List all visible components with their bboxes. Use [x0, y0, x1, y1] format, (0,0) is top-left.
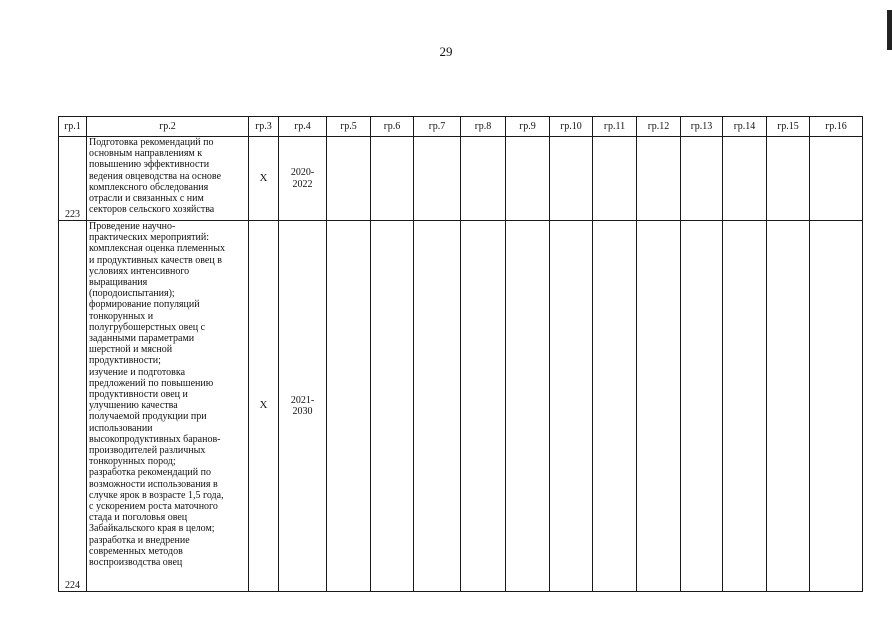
header-cell: гр.8 — [461, 117, 506, 137]
empty-cell — [810, 137, 863, 221]
header-cell: гр.1 — [59, 117, 87, 137]
empty-cell — [327, 221, 371, 592]
empty-cell — [550, 137, 593, 221]
empty-cell — [506, 221, 550, 592]
empty-cell — [461, 221, 506, 592]
scan-edge-mark — [887, 10, 892, 50]
row-number: 223 — [59, 137, 87, 221]
page-number: 29 — [439, 44, 453, 59]
header-cell: гр.2 — [87, 117, 249, 137]
empty-cell — [506, 137, 550, 221]
header-row — [59, 117, 863, 137]
header-cell: гр.7 — [414, 117, 461, 137]
row-period: 2021- 2030 — [279, 221, 327, 592]
empty-cell — [414, 137, 461, 221]
header-cell: гр.10 — [550, 117, 593, 137]
header-cell: гр.15 — [767, 117, 810, 137]
row-mark: Х — [249, 221, 279, 592]
header-cell: гр.4 — [279, 117, 327, 137]
row-description: Подготовка рекомендаций по основным направлениям к повышению эффективности ведения овцеводства на основе комплексного обследования отрасли и связанных с ним секторов сельского хозяйства — [87, 137, 249, 221]
empty-cell — [723, 137, 767, 221]
row-description: Проведение научно- практических мероприятий: комплексная оценка племенных и продуктивных качеств овец в условиях интенсивного выращивания (породоиспытания); формирование популяций тонкорунных и полугрубошерстных овец с заданными параметрами шерстной и мясной продуктивности; изучение и подготовка предложений по повышению продуктивности овец и улучшению качества получаемой продукции при использовании высокопродуктивных баранов- производителей различных тонкорунных пород; разработка рекомендаций по возможности использования в случке ярок в возрасте 1,5 года, с ускорением роста маточного стада и поголовья овец Забайкальского края в целом; разработка и внедрение современных методов воспроизводства овец — [87, 221, 249, 592]
empty-cell — [637, 221, 681, 592]
row-period: 2020- 2022 — [279, 137, 327, 221]
empty-cell — [681, 221, 723, 592]
header-cell: гр.12 — [637, 117, 681, 137]
empty-cell — [550, 221, 593, 592]
empty-cell — [723, 221, 767, 592]
header-cell: гр.5 — [327, 117, 371, 137]
empty-cell — [371, 221, 414, 592]
header-cell: гр.9 — [506, 117, 550, 137]
header-cell: гр.11 — [593, 117, 637, 137]
header-cell: гр.13 — [681, 117, 723, 137]
header-cell: гр.16 — [810, 117, 863, 137]
empty-cell — [371, 137, 414, 221]
table-row — [59, 221, 863, 592]
empty-cell — [637, 137, 681, 221]
empty-cell — [681, 137, 723, 221]
empty-cell — [414, 221, 461, 592]
header-cell: гр.3 — [249, 117, 279, 137]
empty-cell — [593, 137, 637, 221]
empty-cell — [461, 137, 506, 221]
header-cell: гр.6 — [371, 117, 414, 137]
header-cell: гр.14 — [723, 117, 767, 137]
data-table — [58, 116, 863, 592]
row-mark: Х — [249, 137, 279, 221]
row-number: 224 — [59, 221, 87, 592]
empty-cell — [593, 221, 637, 592]
empty-cell — [327, 137, 371, 221]
empty-cell — [767, 221, 810, 592]
table-row — [59, 137, 863, 221]
empty-cell — [810, 221, 863, 592]
empty-cell — [767, 137, 810, 221]
